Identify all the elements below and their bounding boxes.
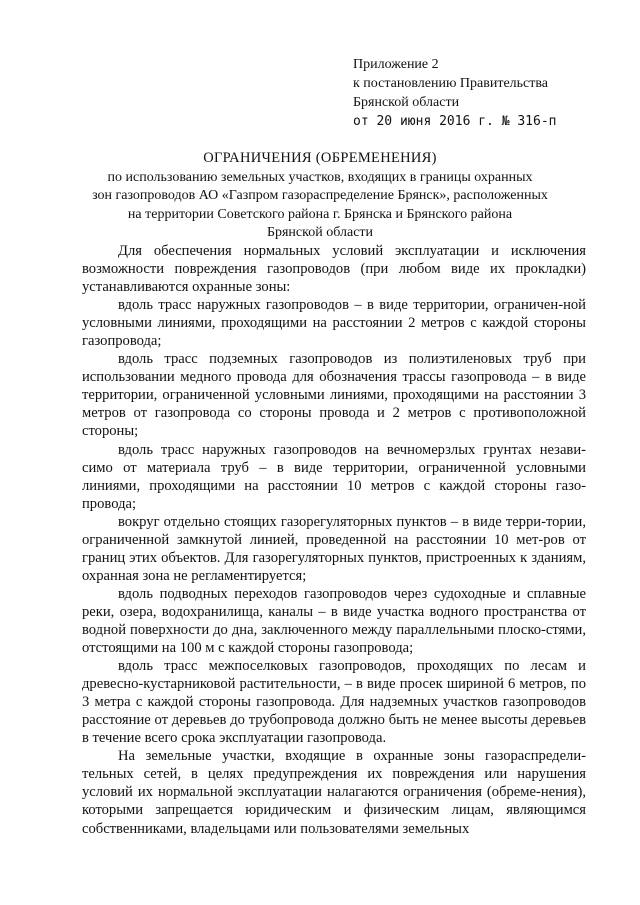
- document-title: ОГРАНИЧЕНИЯ (ОБРЕМЕНЕНИЯ): [203, 150, 437, 166]
- appendix-date-number: от 20 июня 2016 г. № 316-п: [353, 114, 557, 129]
- body-paragraph: вдоль трасс подземных газопроводов из полиэтиленовых труб при использовании медного провода для обозначения трассы газопровода – в виде территории, ограниченной условными линиями, проходящими на расстоянии 3 метров от газопровода со стороны провода и 2 метров с противоположной стороны;: [82, 351, 586, 440]
- body-paragraph: вдоль подводных переходов газопроводов через судоходные и сплавные реки, озера, водохранилища, каналы – в виде участка водного пространства от водной поверхности до дна, заключенного между параллельными плоско-стями, отстоящими на 100 м с каждой стороны газопровода;: [82, 585, 586, 657]
- appendix-region: Брянской области: [353, 95, 460, 110]
- document-heading: [60, 149, 580, 243]
- heading-line: на территории Советского района г. Брянска и Брянского района: [127, 206, 513, 222]
- heading-line: зон газопроводов АО «Газпром газораспределение Брянск», расположенных: [92, 188, 548, 203]
- body-paragraph: вокруг отдельно стоящих газорегуляторных пунктов – в виде терри-тории, ограниченной замкнутой линией, проведенной на расстоянии 10 мет-ров от границ этих объектов. Для газорегуляторных пунктов, пристроенных к зданиям, охранная зона не регламентируется;: [82, 513, 586, 584]
- appendix-reference: к постановлению Правительства: [353, 76, 549, 91]
- body-paragraph: вдоль трасс наружных газопроводов на вечномерзлых грунтах незави-симо от материала труб – в виде территории, ограниченной условными линиями, проходящими на расстоянии 10 метров с каждой стороны газо-провода;: [82, 441, 586, 512]
- body-paragraph: вдоль трасс наружных газопроводов – в виде территории, ограничен-ной условными линиями, проходящими на расстоянии 2 метров с каждой стороны газопровода;: [82, 297, 586, 350]
- appendix-block: [353, 55, 613, 131]
- body-paragraph: Для обеспечения нормальных условий эксплуатации и исключения возможности повреждения газопроводов (при любом виде их прокладки) устанавливаются охранные зоны:: [82, 243, 586, 296]
- heading-line: Брянской области: [266, 225, 374, 240]
- heading-line: по использованию земельных участков, входящих в границы охранных: [107, 169, 533, 185]
- body-paragraph: На земельные участки, входящие в охранные зоны газораспредели-тельных сетей, в целях предупреждения их повреждения или нарушения условий их нормальной эксплуатации налагаются ограничения (обреме-нения), которыми запрещается юридическим и физическим лицам, являющимся собственниками, владельцами или пользователями земельных: [82, 748, 586, 837]
- body-paragraph: вдоль трасс межпоселковых газопроводов, проходящих по лесам и древесно-кустарниковой растительности, – в виде просек шириной 6 метров, по 3 метра с каждой стороны газопровода. Для надземных участков газопроводов расстояние от деревьев до трубопровода должно быть не менее высоты деревьев в течение всего срока эксплуатации газопровода.: [82, 658, 586, 747]
- appendix-number: Приложение 2: [353, 57, 439, 72]
- document-body: [82, 242, 586, 838]
